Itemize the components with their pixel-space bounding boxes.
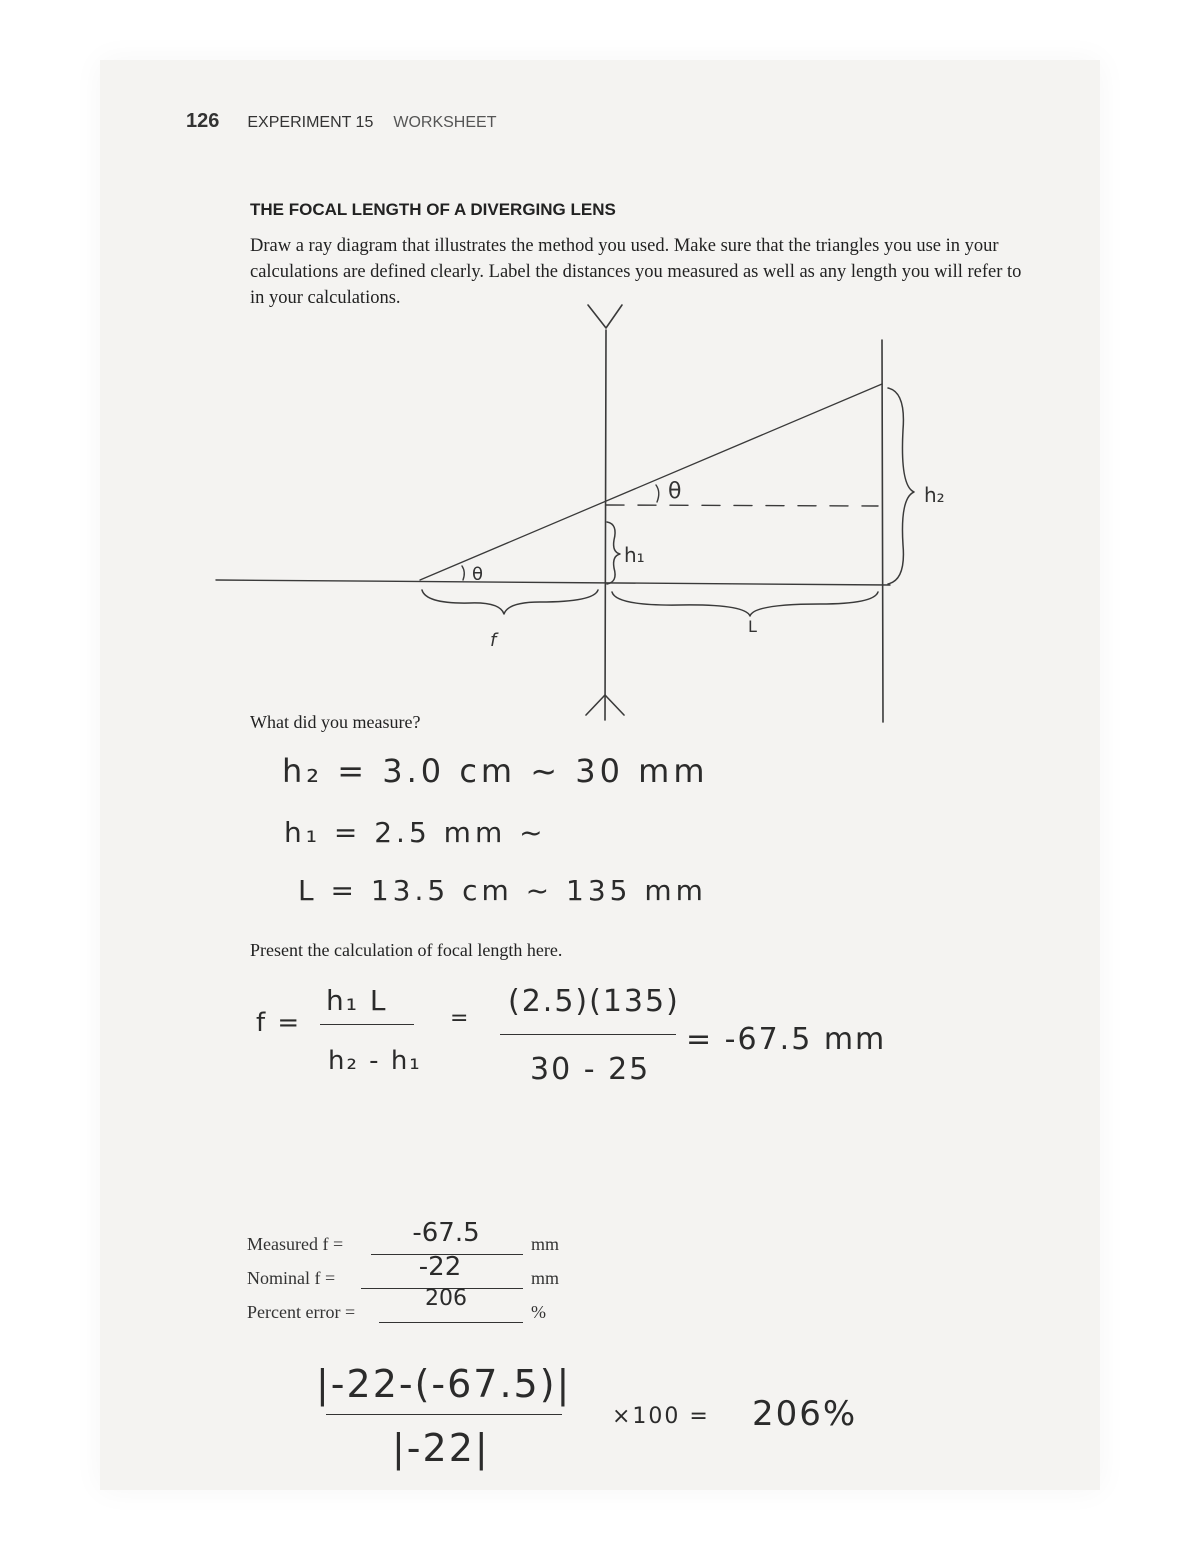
calc-values-numerator: (2.5)(135): [508, 984, 680, 1019]
ray-line: [420, 384, 882, 580]
measured-f-value: -67.5: [412, 1218, 480, 1248]
measured-f-unit: mm: [531, 1234, 560, 1254]
calc-prompt: Present the calculation of focal length here.: [250, 940, 563, 960]
calc-result: = -67.5 mm: [686, 1022, 887, 1057]
theta-label-bottom: θ: [472, 564, 484, 585]
calc-formula-bar: [320, 1024, 414, 1025]
optical-axis: [216, 580, 890, 585]
percent-error-value: 206: [425, 1286, 467, 1311]
dashed-reference: [606, 505, 878, 506]
percent-error-unit: %: [531, 1302, 546, 1322]
nominal-f-value: -22: [418, 1252, 462, 1282]
nominal-f-label: Nominal f =: [247, 1268, 336, 1288]
h2-brace: [888, 388, 914, 584]
h2-label: h₂: [924, 483, 945, 507]
percent-error-line: [379, 1322, 523, 1323]
screen-line: [882, 340, 883, 722]
measured-f-label: Measured f =: [247, 1234, 344, 1254]
measurement-L: L = 13.5 cm ~ 135 mm: [298, 874, 707, 907]
L-label: L: [748, 617, 757, 636]
error-calc-bar: [326, 1414, 562, 1415]
theta-label-top: θ: [668, 479, 682, 504]
f-label: f: [490, 630, 497, 651]
calc-formula-denominator: h₂ - h₁: [328, 1046, 422, 1076]
calc-values-bar: [500, 1034, 676, 1035]
worksheet-label: WORKSHEET: [393, 114, 497, 131]
measure-prompt: What did you measure?: [250, 712, 421, 732]
calc-equals: =: [450, 1006, 471, 1031]
f-brace: [422, 590, 598, 614]
instructions: Draw a ray diagram that illustrates the method you used. Make sure that the triangles you use in your calculations are defined clearly. Label the distances you measured as well as any length you will refer to in your calculations.: [250, 236, 1022, 308]
L-brace: [612, 592, 878, 616]
calc-values-denominator: 30 - 25: [530, 1052, 651, 1087]
h1-label: h₁: [624, 543, 645, 567]
section-title: THE FOCAL LENGTH OF A DIVERGING LENS: [250, 200, 616, 219]
nominal-f-unit: mm: [531, 1268, 560, 1288]
percent-error-label: Percent error =: [247, 1302, 356, 1322]
error-calc-multiplier: ×100 =: [612, 1404, 710, 1429]
error-calc-result: 206%: [752, 1394, 858, 1434]
lens-line: [605, 330, 606, 720]
error-calc-numerator: |-22-(-67.5)|: [316, 1362, 572, 1406]
theta-arc-top: [656, 485, 659, 502]
calc-f-symbol: f =: [256, 1008, 302, 1038]
measurement-h2: h₂ = 3.0 cm ~ 30 mm: [282, 752, 709, 790]
error-calc-denominator: |-22|: [392, 1426, 490, 1470]
measurement-h1: h₁ = 2.5 mm ~: [284, 816, 547, 849]
h1-brace: [607, 522, 620, 584]
calc-formula-numerator: h₁ L: [326, 984, 388, 1017]
lens-top-arrow: [588, 305, 622, 328]
theta-arc-bottom: [462, 566, 464, 580]
experiment-label: EXPERIMENT 15: [247, 114, 374, 131]
page-number: 126: [186, 110, 220, 132]
